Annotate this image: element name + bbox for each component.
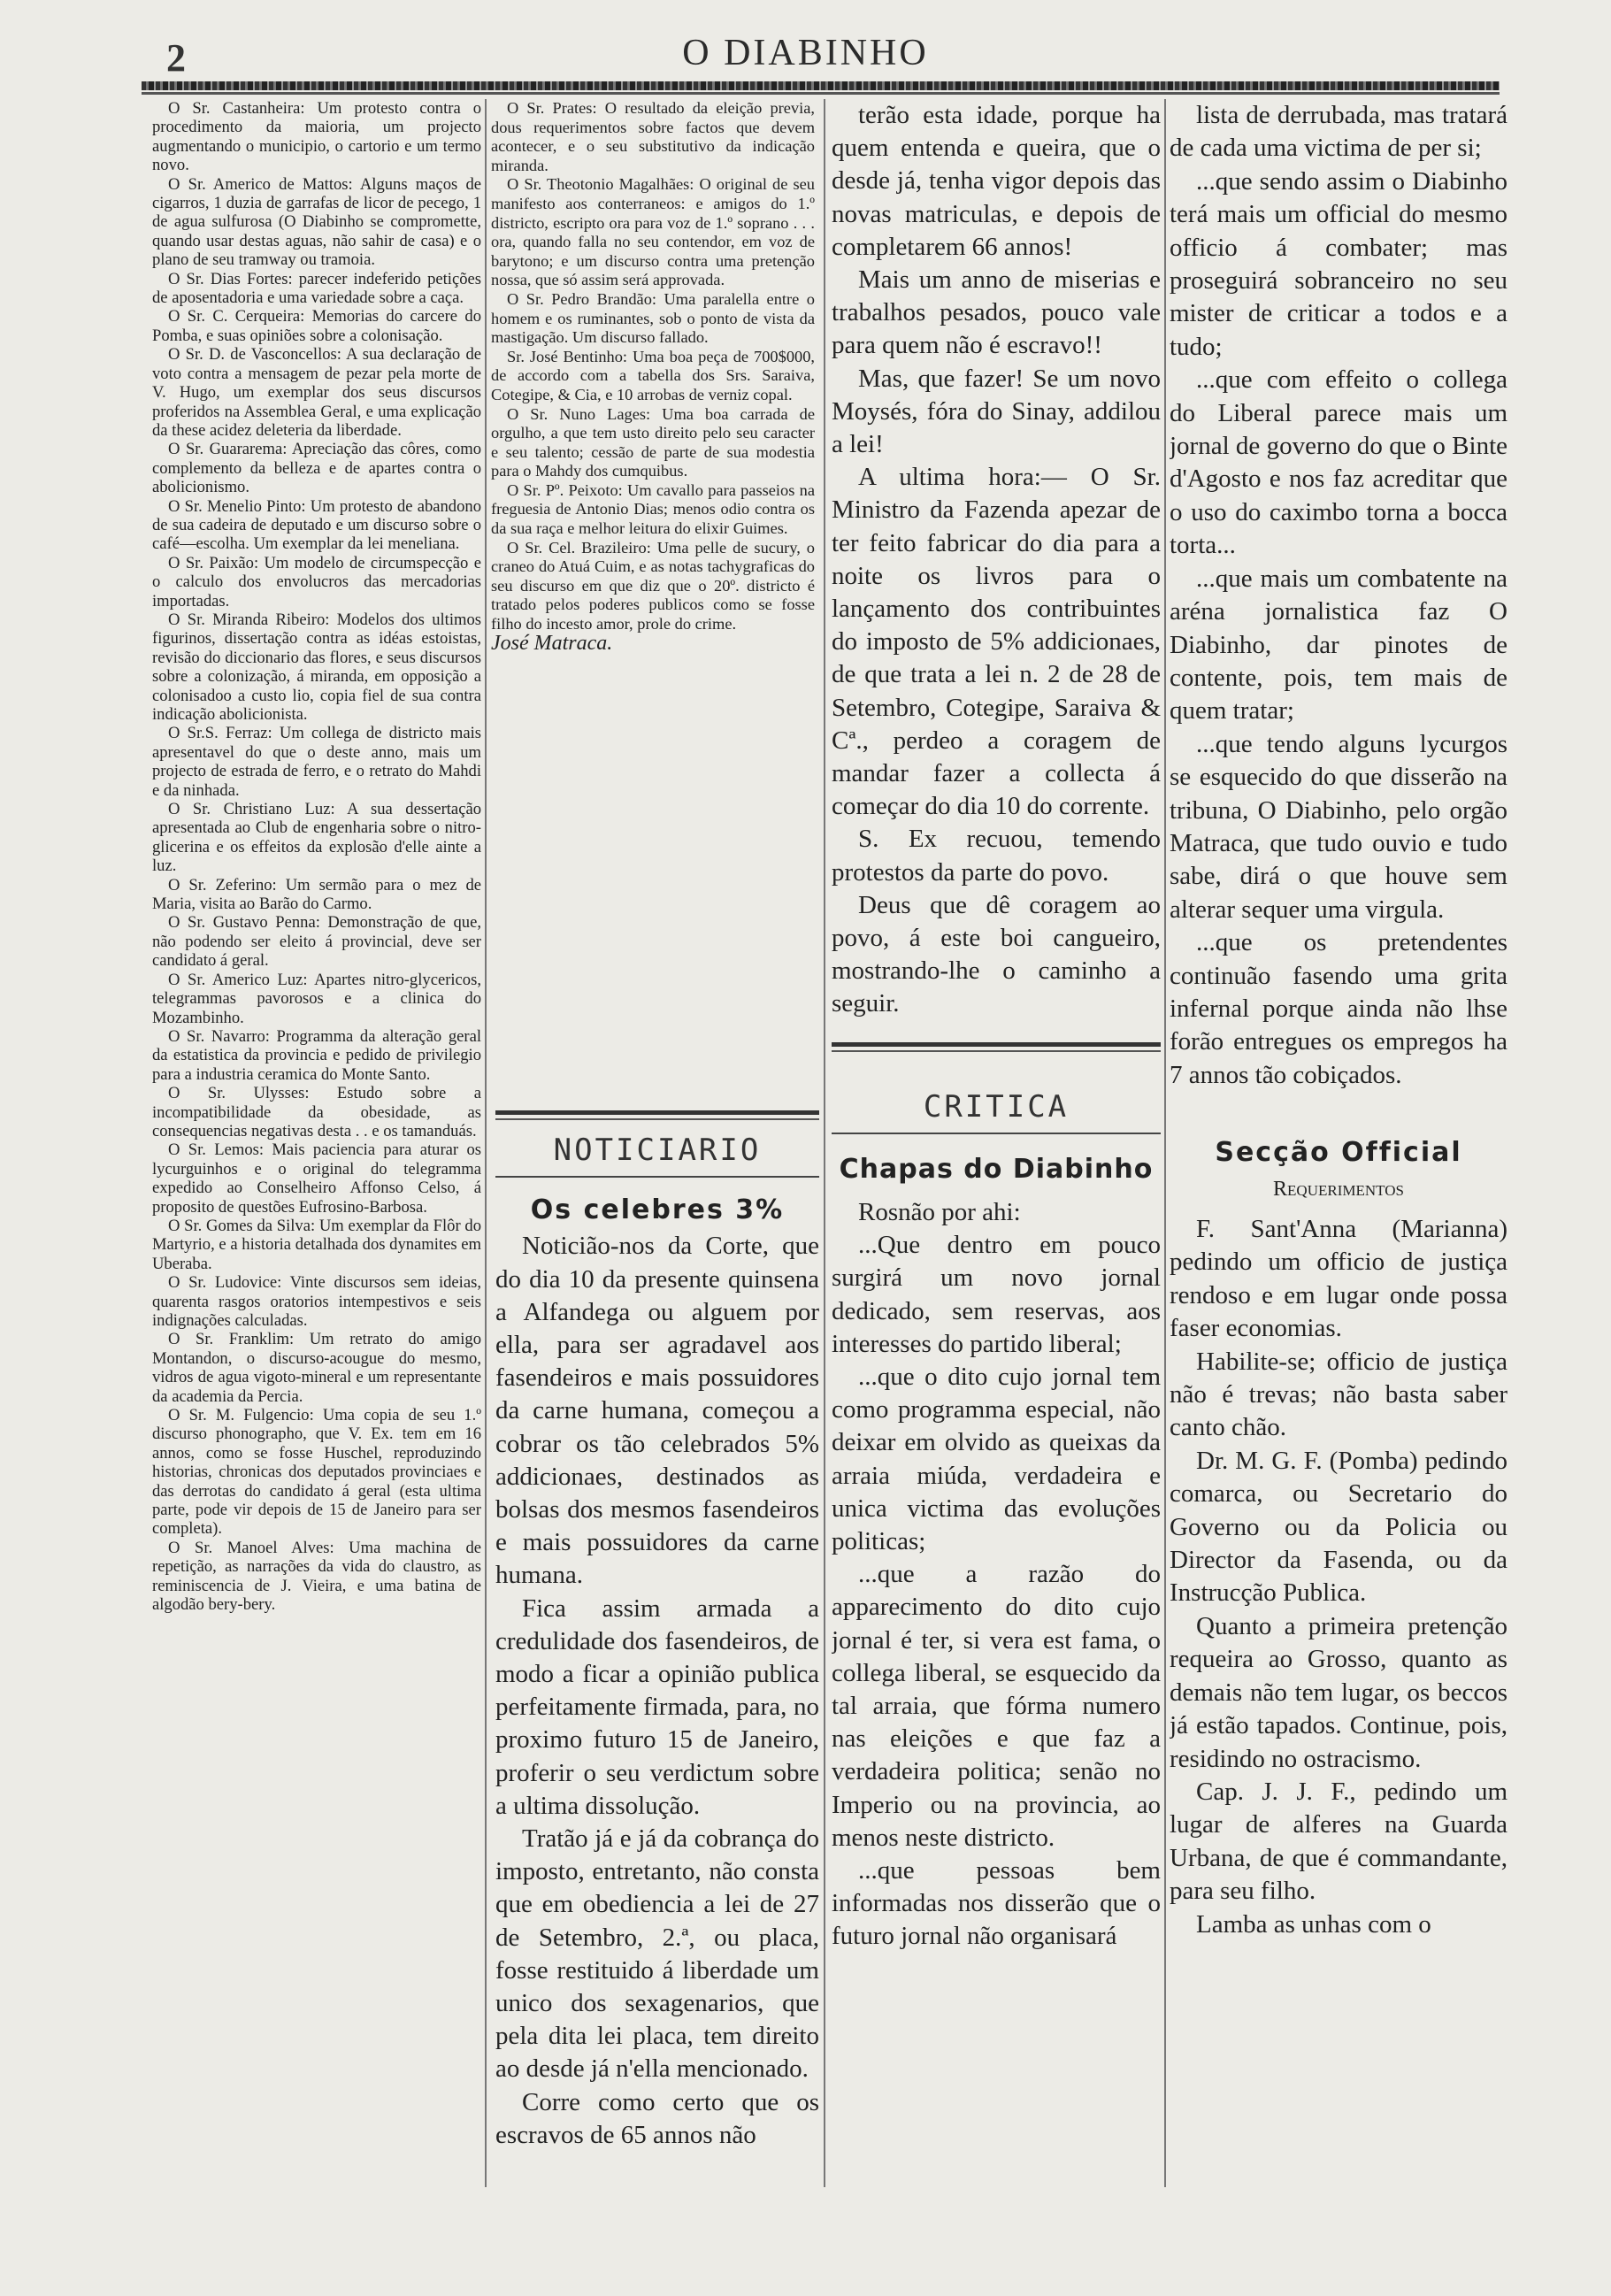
column-paragraph: O Sr. Manoel Alves: Uma machina de repetição, as narrações da vida do claustro, as reminiscencia de J. Vieira, e uma batina de algodão bery-bery. — [152, 1538, 481, 1615]
article-paragraph: ...que os pretendentes continuão fasendo uma grita infernal porque ainda não lhse forão entregues os empregos ha 7 annos tão cobiçados. — [1170, 928, 1507, 1089]
column-4 — [1170, 99, 1507, 2187]
column-paragraph: O Sr. Guararema: Apreciação das côres, como complemento da belleza e de apartes contra o abolicionismo. — [152, 440, 481, 497]
column-1 — [152, 99, 481, 2187]
article-paragraph: ...que mais um combatente na aréna jornalistica faz O Diabinho, dar pinotes de contente, pois, tem mais de quem tratar; — [1170, 564, 1507, 726]
article-paragraph: ...que o dito cujo jornal tem como programma especial, não deixar em olvido as queixas da arraia miúda, verdadeira e unica victima das evoluções politicas; — [832, 1362, 1161, 1555]
column-paragraph: O Sr. C. Cerqueira: Memorias do carcere do Pomba, e suas opiniões sobre a colonisação. — [152, 307, 481, 345]
article-paragraph: Noticião-nos da Corte, que do dia 10 da presente quinsena a Alfandega ou alguem por ella, para ser agradavel aos fasendeiros e mais possuidores da carne humana, começou a cobrar os tão celebrados 5% addicionaes, destinados as bolsas dos mesmos fasendeiros e mais possuidores da carne humana. — [495, 1232, 819, 1590]
column-paragraph: O Sr. Cel. Brazileiro: Uma pelle de sucury, o craneo do Atuá Cuim, e as notas tachygraficas do seu discurso em que diz que o 20º. districto é tratado pelos poderes publicos como se fosse filho do incesto amor, prole do crime. — [491, 538, 815, 634]
column-paragraph: O Sr. Pº. Peixoto: Um cavallo para passeios na freguesia de Antonio Dias; menos odio contra os da sua raça e melhor leitura do elixir Guimes. — [491, 480, 815, 538]
column-paragraph: O Sr. Castanheira: Um protesto contra o procedimento da maioria, um projecto augmentando o municipio, o cartorio e um termo novo. — [152, 99, 481, 175]
article-paragraph: ...que pessoas bem informadas nos disserão que o futuro jornal não organisará — [832, 1855, 1161, 1951]
article-paragraph: Corre como certo que os escravos de 65 annos não — [495, 2087, 819, 2149]
article-paragraph: A ultima hora:— O Sr. Ministro da Fazenda apezar de ter feito fabricar do dia para a noite os livros para o lançamento dos contribuintes do imposto de 5% addicionaes, de que trata a lei n. 2 de 28 de Setembro, Cotegipe, Saraiva & Cª., perdeo a coragem de mandar fazer a collecta á começar do dia 10 do corrente. — [832, 463, 1161, 821]
column-paragraph: O Sr. Pedro Brandão: Uma paralella entre o homem e os ruminantes, sob o ponto de vista da mastigação. Um discurso fallado. — [491, 289, 815, 347]
article-paragraph: Fica assim armada a credulidade dos fasendeiros, de modo a ficar a opinião publica perfeitamente firmada, para, no proximo futuro 15 de Janeiro, proferir o seu verdictum sobre a ultima dissolução. — [495, 1593, 819, 1820]
column-2-top — [491, 99, 815, 1099]
column-divider — [824, 99, 825, 2187]
column-paragraph: O Sr. Ludovice: Vinte discursos sem ideias, quarenta rasgos oratorios intempestivos e seis indignações calculadas. — [152, 1273, 481, 1330]
column-paragraph: O Sr. Theotonio Magalhães: O original de seu manifesto aos conterraneos: e amigos do 1.º districto, escripto ora para voz de 1.º soprano . . . ora, quando falla no seu contendor, em voz de barytono; e um discurso contra uma pretenção nossa, que só assim será approvada. — [491, 175, 815, 289]
column-paragraph: O Sr. Americo de Mattos: Alguns maços de cigarros, 1 duzia de garrafas de licor de pecego, 1 de agua sulfurosa (O Diabinho se compromette, quando usar destas aguas, não sahir de casa) e o plano de seu tramway ou tramoia. — [152, 174, 481, 270]
column-paragraph: O Sr. Paixão: Um modelo de circumspecção e o calculo dos envolucros das mercadorias importadas. — [152, 553, 481, 610]
article-paragraph: terão esta idade, porque ha quem entenda e queira, que o desde já, tenha vigor depois das novas matriculas, e depois de completarem 66 annos! — [832, 101, 1161, 261]
column-paragraph: O Sr. Gustavo Penna: Demonstração de que, não podendo ser eleito á provincial, deve ser candidato á geral. — [152, 913, 481, 971]
column-2-bottom — [495, 1110, 819, 2190]
article-paragraph: Lamba as unhas com o — [1196, 1909, 1431, 1939]
header-rule-thin — [142, 92, 1500, 95]
column-divider — [485, 99, 487, 2187]
article-paragraph: Dr. M. G. F. (Pomba) pedindo comarca, ou Secretario do Governo ou da Policia ou Director da Fasenda, ou da Instrucção Publica. — [1170, 1446, 1507, 1608]
article-paragraph: Rosnão por ahi: — [858, 1197, 1021, 1226]
page-number: 2 — [166, 36, 186, 80]
section-rule — [832, 1042, 1161, 1052]
column-paragraph: Sr. José Bentinho: Uma boa peça de 700$000, de accordo com a tabella dos Srs. Saraiva, Cotegipe, & Cia, e 10 arrobas de verniz copal. — [491, 347, 815, 403]
column-paragraph: O Sr. Dias Fortes: parecer indeferido petições de aposentadoria e uma variedade sobre a caça. — [152, 269, 481, 308]
article-paragraph: ...que sendo assim o Diabinho terá mais um official do mesmo officio á combater; mas proseguirá sobranceiro no seu mister de criticar a todos e a tudo; — [1170, 166, 1507, 361]
column-paragraph: O Sr. Ulysses: Estudo sobre a incompatibilidade da obesidade, as consequencias negativas desta . . e os tamanduás. — [152, 1084, 481, 1140]
masthead-title: O DIABINHO — [682, 33, 929, 73]
column-paragraph: O Sr. D. de Vasconcellos: A sua declaração de voto contra a mensagem de pezar pela morte de V. Hugo, um exemplar dos seus discursos proferidos na Assemblea Geral, e uma explicação da these acidez deleteria da liberdade. — [152, 345, 481, 440]
column-paragraph: O Sr. Navarro: Programma da alteração geral da estatistica da provincia e pedido de privilegio para a industria ceramica do Monte Santo. — [152, 1026, 481, 1084]
article-headline: Os celebres 3% — [530, 1194, 785, 1226]
article-paragraph: S. Ex recuou, temendo protestos da parte do povo. — [832, 825, 1161, 887]
section-box — [832, 1082, 1161, 1134]
article-paragraph: ...que tendo alguns lycurgos se esquecido do que disserão na tribuna, O Diabinho, pelo orgão Matraca, que tudo ouvio e tudo sabe, dirá o que houve sem alterar sequer uma virgula. — [1170, 729, 1507, 924]
section-title: CRITICA — [923, 1088, 1070, 1125]
article-paragraph: Tratão já e já da cobrança do imposto, entretanto, não consta que em obediencia a lei de 27 de Setembro, 2.ª, ou placa, fosse restituido á liberdade um unico dos sexagenarios, que pela dita lei placa, tem direito ao desde já n'ella mencionado. — [495, 1824, 819, 2084]
article-paragraph: ...que com effeito o collega do Liberal parece mais um jornal de governo do que o Binte d'Agosto e nos faz acreditar que o uso do caximbo torna a bocca torta... — [1170, 365, 1507, 560]
article-paragraph: Quanto a primeira pretenção requeira ao Grosso, quanto as demais não tem lugar, os beccos já estão tapados. Continue, pois, residindo no ostracismo. — [1170, 1611, 1507, 1773]
column-paragraph: O Sr. Americo Luz: Apartes nitro-glycericos, telegrammas pavorosos e a clinica do Mozambinho. — [152, 970, 481, 1027]
column-paragraph: O Sr. Nuno Lages: Uma boa carrada de orgulho, a que tem usto direito pelo seu caracter e seu talento; cessão de parte de sua modestia para o Mahdy dos cumquibus. — [491, 404, 815, 480]
article-paragraph: lista de derrubada, mas tratará de cada uma victima de per si; — [1170, 101, 1507, 163]
article-paragraph: ...Que dentro em pouco surgirá um novo jornal dedicado, sem reservas, aos interesses do partido liberal; — [832, 1231, 1161, 1358]
article-headline: Secção Official — [1215, 1137, 1462, 1169]
section-title: NOTICIARIO — [553, 1133, 762, 1168]
article-paragraph: Habilite-se; officio de justiça não é trevas; não basta saber canto chão. — [1170, 1347, 1507, 1442]
article-headline: Chapas do Diabinho — [839, 1153, 1154, 1185]
article-paragraph: F. Sant'Anna (Marianna) pedindo um officio de justiça rendoso e em lugar onde possa faser economias. — [1170, 1215, 1507, 1343]
column-paragraph: O Sr. Prates: O resultado da eleição previa, dous requerimentos sobre factos que devem acontecer, e o seu substitutivo da indicação miranda. — [491, 99, 815, 174]
column-divider — [1164, 99, 1166, 2187]
article-paragraph: ...que a razão do apparecimento do dito cujo jornal é ter, si vera est fama, o collega liberal, se esquecido da tal arraia, que fórma numero nas eleições e que faz a verdadeira politica; senão no Imperio ou na provincia, ao menos neste districto. — [832, 1560, 1161, 1852]
column-paragraph: O Sr. Menelio Pinto: Um protesto de abandono de sua cadeira de deputado e um discurso sobre o café—escolha. Um exemplar da lei meneliana. — [152, 496, 481, 554]
column-paragraph: O Sr. Zeferino: Um sermão para o mez de Maria, visita ao Barão do Carmo. — [152, 875, 481, 914]
spacer — [1170, 1092, 1507, 1127]
column-paragraph: O Sr. M. Fulgencio: Uma copia de seu 1.º discurso phonographo, que V. Ex. tem em 16 annos, como se fosse Huschel, reproduzindo historias, chronicas dos deputados provinciaes e das derrotas do candidato á geral (esta ultima parte, pode vir depois de 15 de Janeiro para ser completa). — [152, 1406, 481, 1539]
column-paragraph: O Sr. Lemos: Mais paciencia para aturar os lycurguinhos e o original do telegramma expedido ao Conselheiro Affonso Celso, á proposito de questões Eufrosino-Barbosa. — [152, 1140, 481, 1217]
column-paragraph: O Sr. Christiano Luz: A sua dessertação apresentada ao Club de engenharia sobre o nitro-glicerina e os effeitos da explosão d'elle ainte a luz. — [152, 800, 481, 876]
column-paragraph: O Sr. Gomes da Silva: Um exemplar da Flôr do Martyrio, e a historia detalhada dos dynamites em Uberaba. — [152, 1216, 481, 1273]
article-paragraph: Deus que dê coragem ao povo, á este boi cangueiro, mostrando-lhe o caminho a seguir. — [832, 890, 1161, 1018]
header-rule — [142, 81, 1500, 90]
column-paragraph: O Sr.S. Ferraz: Um collega de districto mais apresentavel do que o deste anno, mais um projecto de estrada de ferro, e o retrato do Mahdi e da ninhada. — [152, 724, 481, 800]
column-paragraph: O Sr. Franklim: Um retrato do amigo Montandon, o discurso-acougue do mesmo, vidros de agua vigoto-mineral e um representante da academia da Percia. — [152, 1330, 481, 1406]
section-rule — [495, 1110, 819, 1120]
article-paragraph: Mas, que fazer! Se um novo Moysés, fóra do Sinay, addilou a lei! — [832, 364, 1161, 459]
section-box — [495, 1125, 819, 1178]
article-paragraph: Mais um anno de miserias e trabalhos pesados, pouco vale para quem não é escravo!! — [832, 265, 1161, 360]
column-3 — [832, 99, 1161, 2187]
column-paragraph: O Sr. Miranda Ribeiro: Modelos dos ultimos figurinos, dissertação contra as idéas estoistas, revisão do diccionario das flores, e seus discursos sobre a colonização, á miranda, em opposição a colonisadoo a custo lio, copia fiel de sua contra indicação abolicionista. — [152, 610, 481, 724]
article-paragraph: Cap. J. J. F., pedindo um lugar de alferes na Guarda Urbana, de que é commandante, para seu filho. — [1170, 1777, 1507, 1906]
signature: José Matraca. — [491, 631, 613, 655]
article-subhead: Requerimentos — [1273, 1177, 1404, 1201]
